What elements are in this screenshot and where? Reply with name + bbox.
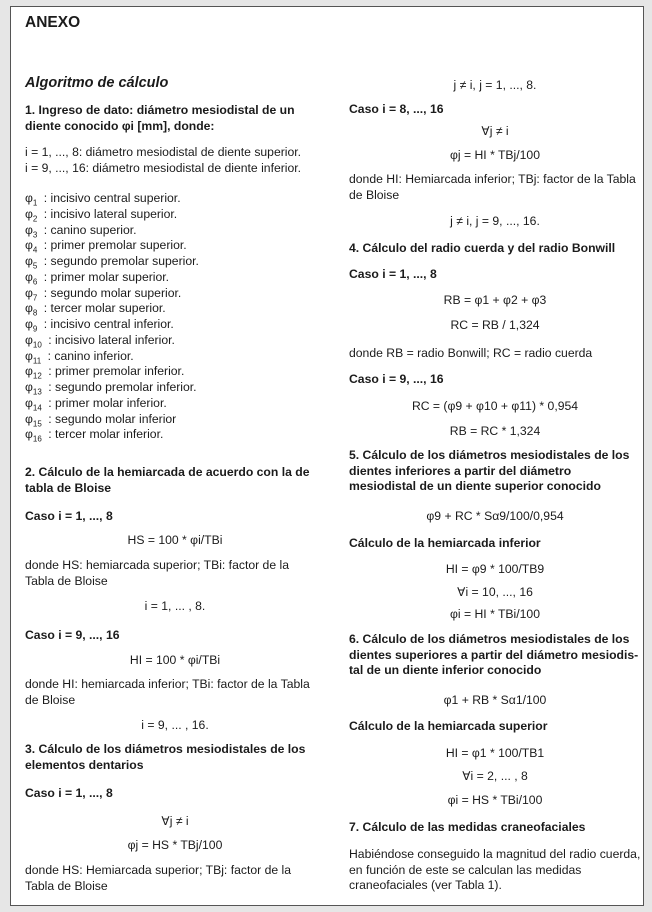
- case-j-lower: Caso i = 8, ..., 16: [349, 102, 444, 116]
- tooth-label: : incisivo lateral superior.: [40, 206, 178, 221]
- section-4-title: 4. Cálculo del radio cuerda y del radio Bonwill: [349, 241, 616, 255]
- tooth-item: [25, 349, 134, 365]
- note-hi-2: donde HI: Hemiarcada inferior; TBj: factor de la Tabla de Bloise: [349, 172, 636, 202]
- tooth-index: 11: [32, 355, 42, 365]
- annex-title: ANEXO: [25, 14, 81, 31]
- tooth-index: 5: [32, 261, 38, 271]
- range-i-lower: i = 9, ... , 16.: [141, 718, 209, 732]
- tooth-symbol: φ: [25, 191, 33, 205]
- eq-phi-j-2: φj = HI * TBj/100: [450, 148, 540, 162]
- tooth-label: : segundo premolar inferior.: [44, 380, 197, 394]
- tooth-label: : canino superior.: [40, 222, 137, 237]
- eq-6: φ1 + RB * Sα1/100: [443, 693, 547, 707]
- section-2-title: 2. Cálculo de la hemiarcada de acuerdo con la de tabla de Bloise: [25, 465, 310, 495]
- note-hs: donde HS: hemiarcada superior; TBi: factor de la Tabla de Bloise: [25, 558, 289, 588]
- tooth-index: 16: [32, 434, 42, 444]
- tooth-item: [25, 333, 175, 349]
- tooth-symbol: φ: [25, 254, 33, 268]
- tooth-item: [25, 301, 166, 317]
- cont-range: j ≠ i, j = 1, ..., 8.: [453, 78, 537, 92]
- eq-5: φ9 + RC * Sα9/100/0,954: [426, 509, 564, 523]
- section-1-title: 1. Ingreso de dato: diámetro mesiodistal de un diente conocido φi [mm], donde:: [25, 103, 295, 133]
- tooth-label: : segundo premolar superior.: [40, 254, 199, 268]
- cond-j: ∀j ≠ i: [161, 814, 189, 828]
- tooth-label: : canino inferior.: [44, 348, 134, 363]
- case-4-lower: Caso i = 9, ..., 16: [349, 372, 444, 386]
- tooth-item: [25, 254, 199, 270]
- tooth-symbol: φ: [25, 301, 33, 316]
- tooth-label: : primer premolar superior.: [40, 238, 187, 253]
- case-lower: Caso i = 9, ..., 16: [25, 628, 120, 642]
- case-3-upper: Caso i = 1, ..., 8: [25, 786, 113, 800]
- tooth-item: [25, 380, 197, 396]
- tooth-item: [25, 286, 181, 302]
- tooth-index: 8: [32, 308, 38, 318]
- tooth-label: : primer premolar inferior.: [44, 364, 185, 379]
- note-hi: donde HI: hemiarcada inferior; TBi: factor de la Tabla de Bloise: [25, 677, 310, 707]
- range-j: j ≠ i, j = 9, ..., 16.: [450, 214, 540, 228]
- case-4-upper: Caso i = 1, ..., 8: [349, 267, 437, 281]
- tooth-label: : tercer molar superior.: [40, 301, 166, 316]
- tooth-index: 10: [32, 340, 42, 350]
- annex-frame: [10, 6, 644, 906]
- tooth-label: : segundo molar inferior: [44, 411, 177, 426]
- tooth-label: : incisivo central inferior.: [40, 317, 174, 331]
- tooth-item: [25, 223, 137, 239]
- tooth-symbol: φ: [25, 411, 33, 426]
- tooth-symbol: φ: [25, 348, 33, 363]
- eq-rb-2: RB = RC * 1,324: [449, 424, 541, 438]
- tooth-symbol: φ: [25, 364, 33, 379]
- tooth-index: 12: [32, 371, 42, 381]
- tooth-index: 2: [32, 214, 38, 224]
- section-3-title: 3. Cálculo de los diámetros mesiodistales de los elementos dentarios: [25, 742, 306, 772]
- tooth-item: [25, 427, 163, 443]
- section-7-text: Habiéndose conseguido la magnitud del radio cuerda, en función de este se calculan las medidas craneofaciales (ver Tabla 1).: [349, 847, 641, 892]
- eq-rb: RB = φ1 + φ2 + φ3: [443, 293, 547, 307]
- tooth-item: [25, 191, 181, 207]
- tooth-item: [25, 396, 167, 412]
- eq-6-hi: HI = φ1 * 100/TB1: [445, 746, 545, 760]
- eq-5-range: ∀i = 10, ..., 16: [457, 585, 533, 599]
- cond-j-2: ∀j ≠ i: [481, 124, 509, 138]
- tooth-label: : incisivo lateral inferior.: [44, 332, 175, 347]
- tooth-index: 13: [32, 387, 42, 397]
- range-lower: i = 9, ..., 16: diámetro mesiodistal de diente inferior.: [25, 161, 302, 175]
- tooth-item: [25, 270, 169, 286]
- eq-phi-j: φj = HS * TBj/100: [127, 838, 223, 852]
- tooth-index: 15: [32, 418, 42, 428]
- tooth-symbol: φ: [25, 238, 33, 253]
- tooth-item: [25, 317, 174, 333]
- tooth-label: : segundo molar superior.: [40, 285, 182, 300]
- tooth-symbol: φ: [25, 285, 33, 300]
- case-upper: Caso i = 1, ..., 8: [25, 509, 113, 523]
- eq-5-hi: HI = φ9 * 100/TB9: [445, 562, 545, 576]
- section-7-title: 7. Cálculo de las medidas craneofaciales: [349, 820, 586, 834]
- range-upper: i = 1, ..., 8: diámetro mesiodistal de diente superior.: [25, 145, 302, 159]
- note-3: donde HS: Hemiarcada superior; TBj: factor de la Tabla de Bloise: [25, 863, 292, 893]
- tooth-symbol: φ: [25, 380, 33, 394]
- eq-5-phi: φi = HI * TBi/100: [450, 607, 540, 621]
- tooth-label: : tercer molar inferior.: [44, 427, 164, 442]
- tooth-symbol: φ: [25, 317, 33, 331]
- tooth-label: : primer molar inferior.: [44, 395, 167, 410]
- tooth-index: 1: [32, 198, 38, 208]
- tooth-symbol: φ: [25, 269, 33, 284]
- section-5-title: 5. Cálculo de los diámetros mesiodistales de los dientes inferiores a partir del diámetro mesiodistal de un diente superior conocido: [349, 448, 630, 493]
- tooth-symbol: φ: [25, 332, 33, 347]
- eq-rc-2: RC = (φ9 + φ10 + φ11) * 0,954: [411, 399, 579, 413]
- eq-hi: HI = 100 * φi/TBi: [129, 653, 221, 667]
- tooth-index: 14: [32, 403, 42, 413]
- tooth-symbol: φ: [25, 206, 33, 221]
- tooth-symbol: φ: [25, 427, 33, 442]
- note-4: donde RB = radio Bonwill; RC = radio cuerda: [349, 346, 593, 360]
- eq-hs: HS = 100 * φi/TBi: [127, 533, 223, 547]
- eq-6-phi: φi = HS * TBi/100: [447, 793, 543, 807]
- tooth-label: : incisivo central superior.: [40, 191, 181, 205]
- eq-6-range: ∀i = 2, ... , 8: [462, 769, 528, 783]
- tooth-item: [25, 238, 187, 254]
- tooth-index: 3: [32, 229, 38, 239]
- range-i-upper: i = 1, ... , 8.: [144, 599, 206, 613]
- tooth-symbol: φ: [25, 222, 33, 237]
- algorithm-heading: Algoritmo de cálculo: [25, 75, 169, 91]
- tooth-index: 7: [32, 292, 38, 302]
- tooth-index: 9: [32, 324, 38, 334]
- tooth-item: [25, 412, 176, 428]
- tooth-item: [25, 364, 184, 380]
- eq-rc: RC = RB / 1,324: [450, 318, 540, 332]
- section-6-title: 6. Cálculo de los diámetros mesiodistales de los dientes superiores a partir del diámetro mesiodis-tal de un diente inferior conocido: [349, 632, 639, 677]
- tooth-symbol: φ: [25, 395, 33, 410]
- tooth-label: : primer molar superior.: [40, 269, 170, 284]
- tooth-index: 4: [32, 245, 38, 255]
- tooth-index: 6: [32, 277, 38, 287]
- tooth-item: [25, 207, 177, 223]
- sub-5: Cálculo de la hemiarcada inferior: [349, 536, 541, 550]
- sub-6: Cálculo de la hemiarcada superior: [349, 719, 548, 733]
